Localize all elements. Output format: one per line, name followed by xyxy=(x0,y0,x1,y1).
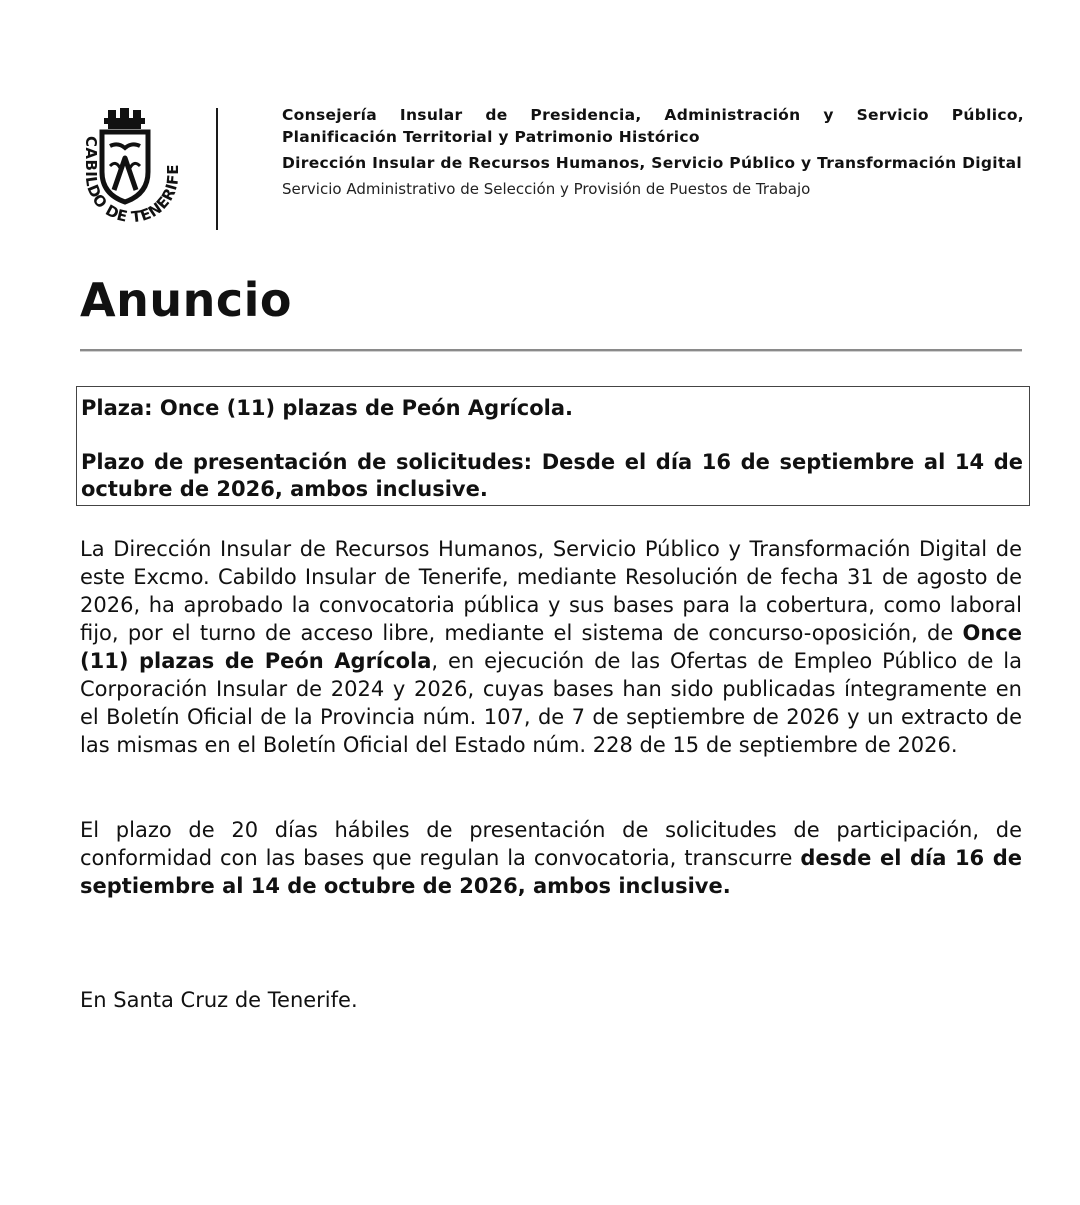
summary-box xyxy=(76,386,1030,506)
directorate-name: Dirección Insular de Recursos Humanos, Servicio Público y Transformación Digital xyxy=(282,154,1022,172)
department-name: Consejería Insular de Presidencia, Administración y Servicio Público, Planificación Territorial y Patrimonio Histórico xyxy=(282,106,1024,146)
header-divider xyxy=(216,108,218,230)
service-name: Servicio Administrativo de Selección y Provisión de Puestos de Trabajo xyxy=(282,180,811,198)
header xyxy=(282,104,1024,200)
paragraph-text: El plazo de 20 días hábiles de presentación de solicitudes de participación, de conformidad con las bases que regulan la convocatoria, transcurre xyxy=(80,818,1022,870)
paragraph-bold-text: Once (11) plazas de Peón Agrícola xyxy=(80,621,1022,673)
title-divider xyxy=(80,349,1022,352)
paragraph-text: , en ejecución de las Ofertas de Empleo Público de la Corporación Insular de 2024 y 2026, cuyas bases han sido publicadas íntegramente en el Boletín Oficial de la Provincia núm. 107, de 7 de septiembre de 2026 y un extracto de las mismas en el Boletín Oficial del Estado núm. 228 de 15 de septiembre de 2026. xyxy=(80,649,1023,757)
paragraph-text: La Dirección Insular de Recursos Humanos, Servicio Público y Transformación Digital de este Excmo. Cabildo Insular de Tenerife, mediante Resolución de fecha 31 de agosto de 2026, ha aprobado la convocatoria pública y sus bases para la cobertura, como laboral fijo, por el turno de acceso libre, mediante el sistema de concurso-oposición, de xyxy=(80,537,1022,645)
announcement-paragraph xyxy=(80,535,1022,759)
plaza-line: Plaza: Once (11) plazas de Peón Agrícola. xyxy=(81,396,573,420)
deadline-line: Plazo de presentación de solicitudes: Desde el día 16 de septiembre al 14 de octubre de 2026, ambos inclusive. xyxy=(81,450,1023,501)
cabildo-de-tenerife-logo xyxy=(74,106,190,234)
deadline-paragraph xyxy=(80,816,1022,900)
closing-line: En Santa Cruz de Tenerife. xyxy=(80,988,358,1012)
svg-text:CABILDO DE TENERIFE: CABILDO DE TENERIFE xyxy=(81,136,183,227)
paragraph-bold-text: desde el día 16 de septiembre al 14 de octubre de 2026, ambos inclusive. xyxy=(80,846,1022,898)
page-title: Anuncio xyxy=(80,273,292,327)
